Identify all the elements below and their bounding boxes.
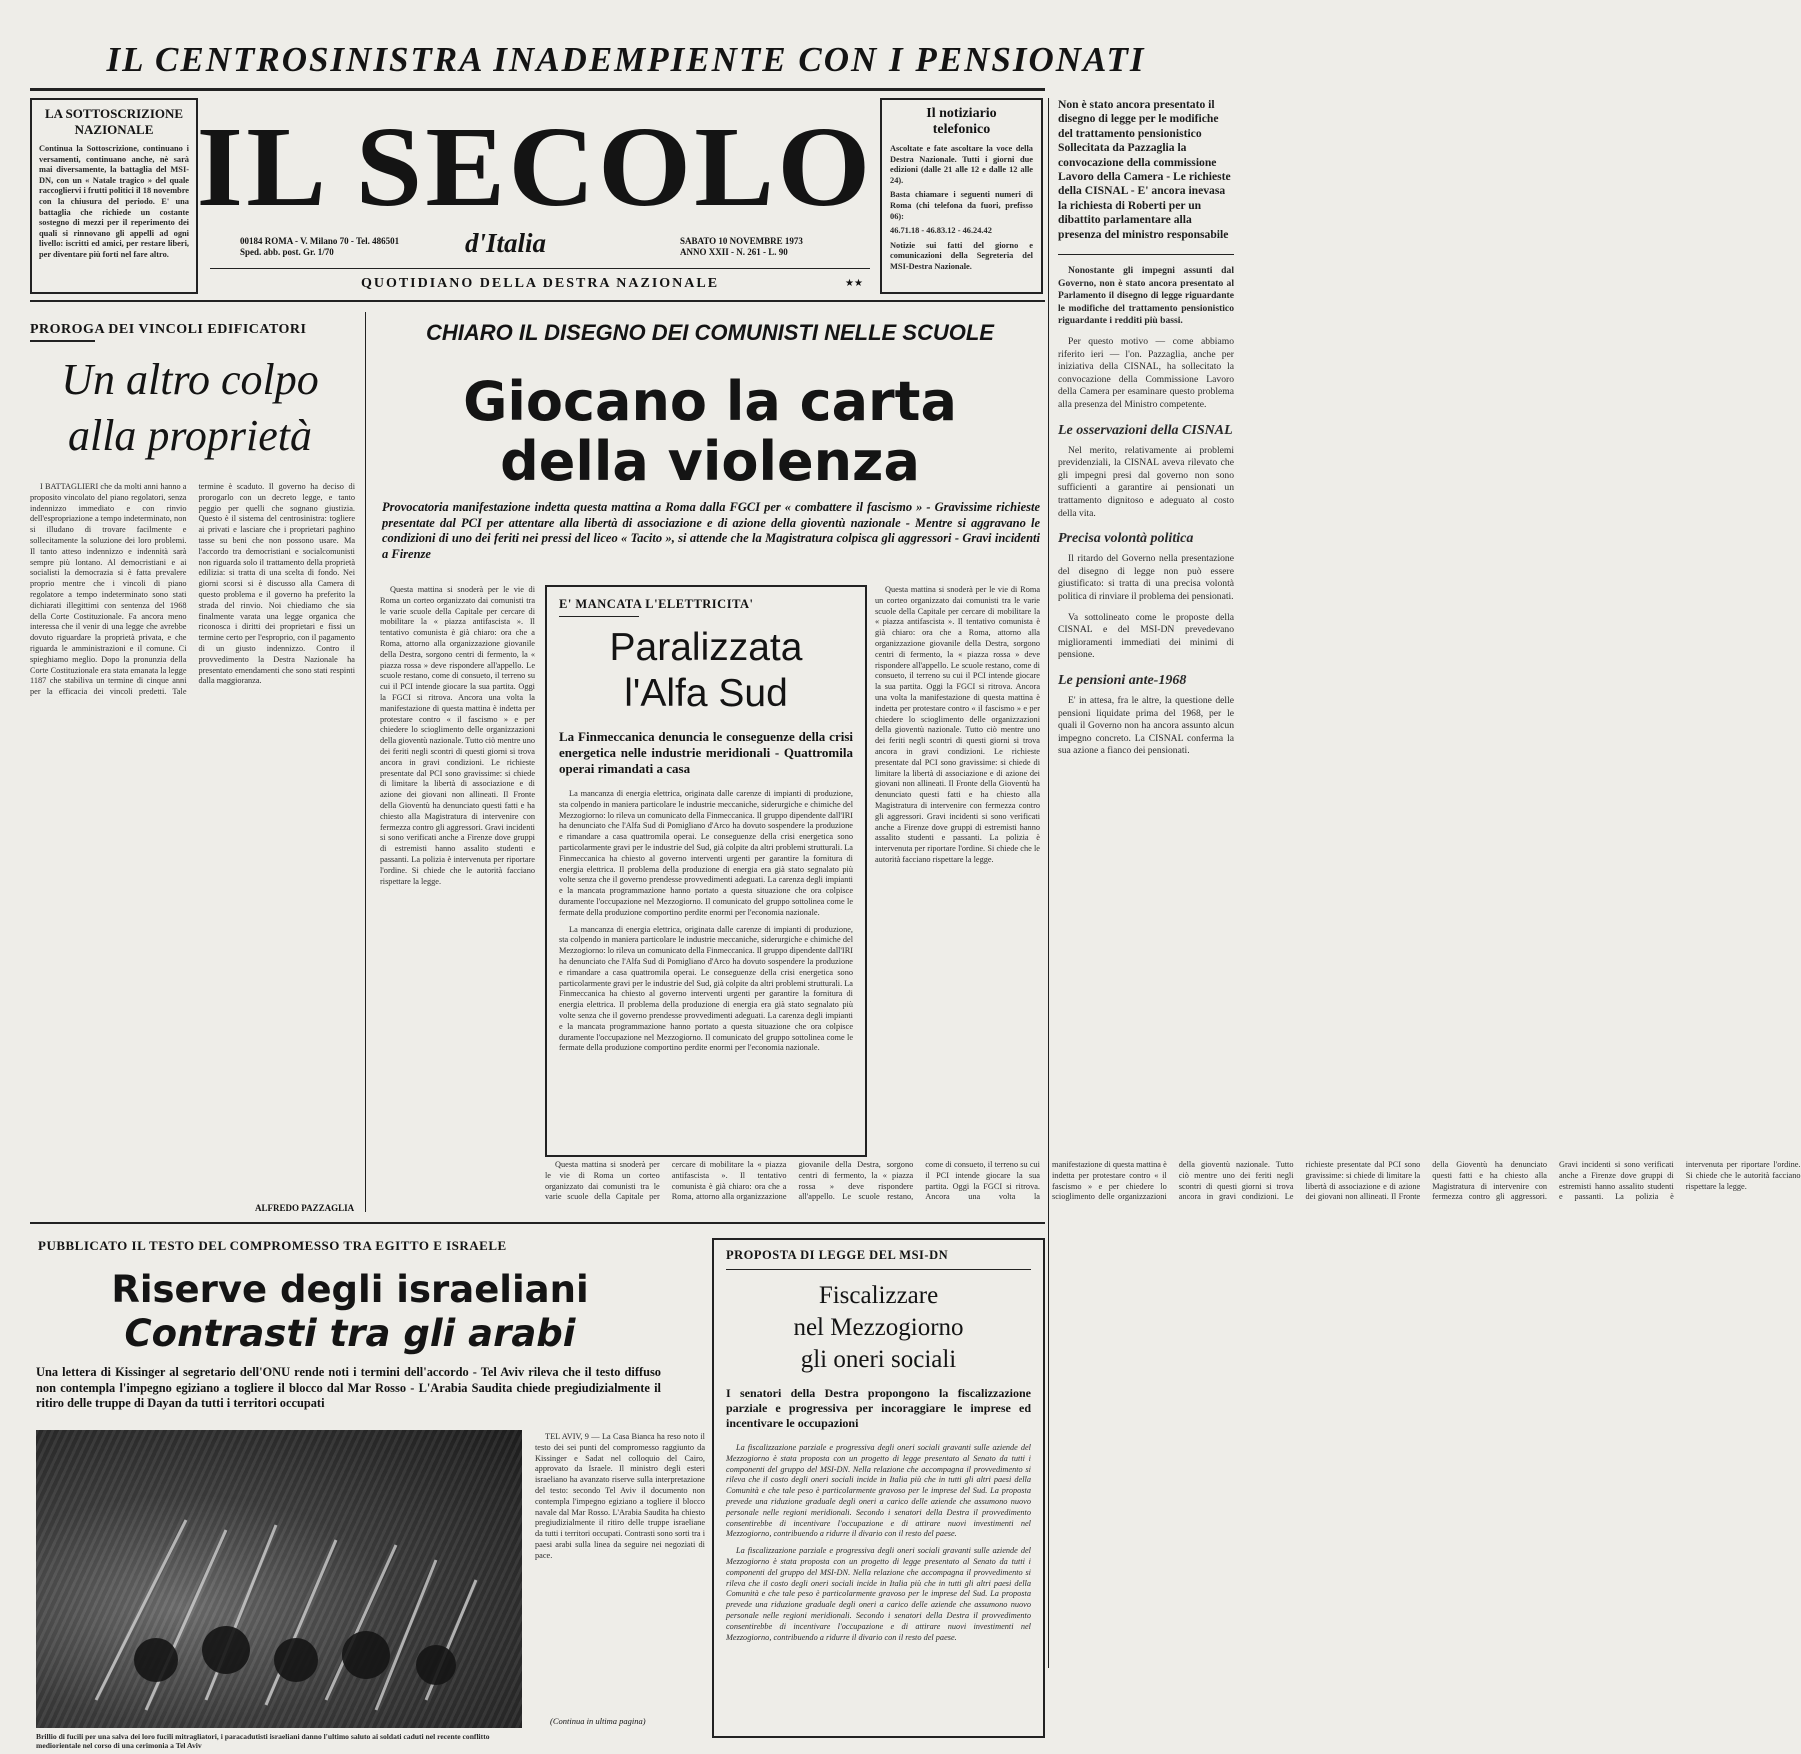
proroga-body-text: I BATTAGLIERI che da molti anni hanno a proposito vincolato del piano regolatori, senza indennizzo immediato e con rinvio dell'espropriazione a tempo indeterminato, non si illudano di trovare facilmente e sollecitamente la soluzione dei loro problemi. Il tanto atteso indennizzo e indennità sarà sempre più lontano. Al democristiani e ai socialisti la democrazia si è fatta prevalere proprio mentre che i vincoli di piano regolatore a tempo indeterminato sono stati dichiarati illegittimi con sentenza del 1968 della Corte Costituzionale. Fa ancora meno interessa che il venir di una legge che avrebbe dovuto riguardare la proprietà privata, e che riguarda le amministrazioni e il comune. Ci spieghiamo meglio. Dopo la pronunzia della Corte Costituzionale era stata emanata la legge 1187 che stabiliva un termine di cinque anni per la efficacia dei vincoli predetti. Tale termine è scaduto. Il governo ha deciso di prorogarlo con un decreto legge, e tanto peggio per quelli che sognano giustizia. Questo è il sistema del centrosinistra: togliere ai privati e lasciare che i proprietari paghino tasse su beni che non possono usare. Ma l'accordo tra democristiani e socialcomunisti non riguarda solo il trattamento della proprietà edilizia: si tratta di una scelta di fondo. Nei giorni scorsi si è discusso alla Camera di questo problema e il governo ha preferito la strada del rinvio. Noi chiediamo che sia finalmente varata una legge organica che riconosca i diritti dei proprietari e fissi un termine certo per l'esproprio, con il pagamento di un giusto indennizzo. Contro il provvedimento la Destra Nazionale ha presentato emendamenti che sono stati respinti dalla maggioranza. — [30, 482, 355, 697]
notiziario-title-2: telefonico — [932, 122, 991, 137]
pensionati-subhead: Le osservazioni della CISNAL — [1058, 422, 1233, 438]
masthead-address-line-1: 00184 ROMA - V. Milano 70 - Tel. 486501 — [240, 236, 400, 246]
scuole-subheadline: Provocatoria manifestazione indetta questa mattina a Roma dalla FGCI per « combattere il fascismo » - Gravissime richieste presentate dal PCI per attentare alla libertà di associazione e di azione della gioventù nazionale - Mentre si aggravano le condizioni di uno dei feriti nei pressi del liceo « Tacito », si attende che la Magistratura colpisca gli aggressori - Gravi incidenti a Firenze — [382, 500, 1040, 561]
mezzogiorno-headline-line-1: Fiscalizzare — [818, 1282, 939, 1309]
alfasud-body-text: La mancanza di energia elettrica, originata dalle carenze di impianti di produzione, sta colpendo in maniera particolare le industrie meccaniche, siderurgiche e chimiche del Mezzogiorno: lo rileva un comunicato della Finmeccanica. Il gruppo dipendente dall'IRI ha denunciato che l'Alfa Sud di Pomigliano d'Arco ha dovuto sospendere la produzione e rimandare a casa quattromila operai. Le conseguenze della crisi energetica sono particolarmente gravi per le industrie del Sud, già colpite da altri problemi strutturali. La Finmeccanica ha chiesto al governo interventi urgenti per garantire la fornitura di energia elettrica. Il problema della produzione di energia era già stato segnalato più volte senza che il governo prendesse provvedimenti adeguati. La carenza degli impianti e la mancata programmazione hanno portato a questa situazione che ora colpisce duramente l'occupazione nel Mezzogiorno. Il comunicato del gruppo sottolinea come le fermate della produzione comportino perdite enormi per l'economia nazionale. — [559, 789, 853, 917]
pensionati-subhead: Le pensioni ante-1968 — [1058, 672, 1187, 688]
proroga-byline: ALFREDO PAZZAGLIA — [255, 1203, 355, 1213]
scuole-headline-line-2: della violenza — [500, 430, 920, 493]
proroga-headline-line-2: alla proprietà — [67, 411, 313, 460]
egitto-headline — [30, 1268, 670, 1356]
pensionati-paragraph: Nel merito, relativamente ai problemi previdenziali, la CISNAL aveva rilevato che gli impegni presi dal governo non sono sufficienti a garantire ai pensionati un trattamento dignitoso e adeguato al costo della vita. — [1058, 444, 1234, 519]
proroga-body — [30, 482, 355, 1182]
sottoscrizione-title-2: NAZIONALE — [74, 122, 154, 137]
masthead-date — [680, 236, 855, 258]
egitto-body-text: TEL AVIV, 9 — La Casa Bianca ha reso noto il testo dei sei punti del compromesso raggiunto da Kissinger e Sadat nel colloquio del Cairo, approvato da Israele. Il ministro degli esteri israeliano ha avanzato riserve sulla interpretazione del testo: secondo Tel Aviv il documento non contempla l'impegno egiziano a togliere il blocco navale dal Mar Rosso. L'Arabia Saudita ha chiesto pregiudizialmente il ritiro delle truppe israeliane da tutti i territori occupati. Contrasti sono sorti tra i paesi arabi sulla linea da seguire nei negoziati di pace. — [535, 1432, 705, 1560]
scuole-headline-line-1: Giocano la carta — [463, 370, 957, 433]
notiziario-title: Il notiziario — [926, 106, 997, 121]
alfasud-body-text: La mancanza di energia elettrica, originata dalle carenze di impianti di produzione, sta colpendo in maniera particolare le industrie meccaniche, siderurgiche e chimiche del Mezzogiorno: lo rileva un comunicato della Finmeccanica. Il gruppo dipendente dall'IRI ha denunciato che l'Alfa Sud di Pomigliano d'Arco ha dovuto sospendere la produzione e rimandare a casa quattromila operai. Le conseguenze della crisi energetica sono particolarmente gravi per le industrie del Sud, già colpite da altri problemi strutturali. La Finmeccanica ha chiesto al governo interventi urgenti per garantire la fornitura di energia elettrica. Il problema della produzione di energia era già stato segnalato più volte senza che il governo prendesse provvedimenti adeguati. La carenza degli impianti e la mancata programmazione hanno portato a questa situazione che ora colpisce duramente l'occupazione nel Mezzogiorno. Il comunicato del gruppo sottolinea come le fermate della produzione comportino perdite enormi per l'economia nazionale. — [559, 924, 853, 1053]
egitto-photo — [36, 1430, 522, 1728]
mezzogiorno-subheadline: I senatori della Destra propongono la fiscalizzazione parziale e progressiva per incoraggiare le imprese ed incentivare le occupazioni — [726, 1386, 1031, 1430]
mezzogiorno-kicker: PROPOSTA DI LEGGE DEL MSI-DN — [726, 1248, 949, 1262]
mezzogiorno-headline-line-2: nel Mezzogiorno — [793, 1314, 964, 1341]
masthead-date-line-1: SABATO 10 NOVEMBRE 1973 — [680, 236, 803, 246]
sottoscrizione-body: Continua la Sottoscrizione, continuano i versamenti, continuano anche, nè sarà mai diversamente, la battaglia del MSI-DN, con un « Natale tragico » del quale raccogliervi i frutti politici il 18 novembre con la chiusura del periodo. E' una battaglia che richiede un costante sostegno di mezzi per il reperimento dei quali si rinnovano gli appelli ad ogni livello: iscritti ed amici, per restare liberi, per diventare più forti nel fare altro. — [39, 144, 189, 259]
pensionati-intro: Non è stato ancora presentato il disegno di legge per le modifiche del trattamento pensionistico Sollecitata da Pazzaglia la convocazione della commissione Lavoro della Camera - Le richieste della CISNAL - E' ancora inevasa la richiesta di Roberti per un dibattito parlamentare alla presenza del ministro responsabile — [1058, 98, 1231, 241]
scuole-body-bottom — [545, 1160, 1801, 1212]
scuole-kicker: CHIARO IL DISEGNO DEI COMUNISTI NELLE SCUOLE — [426, 320, 994, 345]
masthead-ditalia: d'Italia — [465, 228, 547, 258]
notiziario-body-1: Ascoltate e fate ascoltare la voce della Destra Nazionale. Tutti i giorni due edizioni (dalle 21 alle 12 e dalle 12 alle 24). — [890, 144, 1033, 185]
egitto-body — [535, 1432, 705, 1707]
soldiers-rifles-illustration — [36, 1430, 522, 1728]
sottoscrizione-title: LA SOTTOSCRIZIONE — [44, 106, 184, 121]
mezzogiorno-headline — [726, 1280, 1031, 1376]
mezzogiorno-kicker-rule — [726, 1269, 1031, 1270]
alfasud-body — [559, 789, 853, 1119]
mezzogiorno-headline-line-3: gli oneri sociali — [800, 1346, 957, 1373]
masthead-address — [240, 236, 440, 258]
mezzogiorno-body — [726, 1443, 1031, 1703]
notiziario-body-3: Notizie sui fatti del giorno e comunicazioni della Segreteria del MSI-Destra Nazionale. — [890, 240, 1033, 271]
pensionati-sidebar — [1058, 98, 1234, 1658]
masthead-subtitle: QUOTIDIANO DELLA DESTRA NAZIONALE — [360, 276, 720, 291]
alfasud-subheadline: La Finmeccanica denuncia le conseguenze della crisi energetica nelle industrie meridionali - Quattromila operai rimandati a casa — [559, 729, 853, 776]
masthead-bottom-rule — [30, 300, 1045, 302]
alfasud-kicker-rule — [559, 616, 639, 617]
alfasud-kicker: E' MANCATA L'ELETTRICITA' — [559, 597, 754, 611]
scuole-headline — [375, 372, 1045, 492]
alfasud-headline-line-2: l'Alfa Sud — [624, 672, 788, 715]
alfasud-headline — [559, 625, 853, 717]
masthead-address-line-2: Sped. abb. post. Gr. 1/70 — [240, 247, 334, 257]
lower-section-rule — [30, 1222, 1045, 1224]
notiziario-box — [880, 98, 1043, 294]
sidebar-divider — [1048, 98, 1049, 1668]
mezzogiorno-body-text: La fiscalizzazione parziale e progressiva degli oneri sociali gravanti sulle aziende del Mezzogiorno è stata proposta con un progetto di legge presentato al Senato da tutti i componenti del gruppo del MSI-DN. Nella relazione che accompagna il provvedimento si rileva che il costo degli oneri sociali incide in Italia più che in tutti gli altri paesi della Comunità e che tale peso è particolarmente gravoso per le imprese del Sud. La proposta prevede una riduzione graduale degli oneri a carico delle aziende che assumono nuovo personale nelle regioni meridionali. Secondo i senatori della Destra il provvedimento consentirebbe di incentivare l'occupazione e di attirare nuovi investimenti nel Mezzogiorno, contribuendo a ridurre il divario con il resto del paese. — [726, 1443, 1031, 1539]
proroga-kicker: PROROGA DEI VINCOLI EDIFICATORI — [30, 322, 307, 337]
proroga-headline-line-1: Un altro colpo — [61, 355, 319, 404]
egitto-continuation: (Continua in ultima pagina) — [550, 1716, 646, 1726]
masthead-title: IL SECOLO — [196, 103, 874, 230]
scuole-body-right — [875, 585, 1040, 1160]
notiziario-numbers: 46.71.18 - 46.83.12 - 46.24.42 — [890, 226, 992, 236]
notiziario-body-2: Basta chiamare i seguenti numeri di Roma (chi telefona da fuori, prefisso 06): — [890, 190, 1033, 221]
proroga-kicker-rule — [30, 340, 95, 342]
scuole-body-text: Questa mattina si snoderà per le vie di Roma un corteo organizzato dai comunisti tra le varie scuole della Capitale per cercare di mobilitare la « piazza antifascista ». Il tentativo comunista è già chiaro: ora che a Roma, attorno alla organizzazione giovanile della Destra, sorgono centri di fermento, la « piazza rossa » deve rispondere all'appello. Le scuole restano, come di consueto, il terreno su cui il PCI intende giocare la sua partita. Oggi la FGCI si ritrova. Ancora una volta la manifestazione di questa mattina è indetta per protestare contro « il fascismo » e per chiedere lo scioglimento delle organizzazioni della gioventù nazionale. Tutto ciò mentre uno dei feriti negli scontri di questi giorni si trova ancora in gravi condizioni. Le richieste presentate dal PCI sono gravissime: si chiede di limitare la libertà di associazione e di azione dei giovani non allineati. Il Fronte della Gioventù ha denunciato questi fatti e ha chiesto alla Magistratura di intervenire con fermezza contro gli aggressori. Gravi incidenti si sono verificati anche a Firenze dove gruppi di estremisti hanno assalito studenti e passanti. La polizia è intervenuta per riportare l'ordine. Si chiede che le autorità facciano rispettare la legge. — [380, 585, 535, 886]
alfasud-headline-line-1: Paralizzata — [609, 626, 803, 669]
egitto-kicker: PUBBLICATO IL TESTO DEL COMPROMESSO TRA EGITTO E ISRAELE — [38, 1238, 507, 1253]
egitto-subheadline: Una lettera di Kissinger al segretario dell'ONU rende noti i termini dell'accordo - Tel Aviv rileva che il testo diffuso non contempla l'impegno egiziano a togliere il blocco dal Mar Rosso - L'Arabia Saudita chiede pregiudizialmente il ritiro delle truppe di Dayan da tutti i territori occupati — [36, 1365, 661, 1410]
masthead-date-line-2: ANNO XXII - N. 261 - L. 90 — [680, 247, 788, 257]
pensionati-subhead: Precisa volontà politica — [1058, 531, 1194, 547]
scuole-body-text: Questa mattina si snoderà per le vie di Roma un corteo organizzato dai comunisti tra le varie scuole della Capitale per cercare di mobilitare la « piazza antifascista ». Il tentativo comunista è già chiaro: ora che a Roma, attorno alla organizzazione giovanile della Destra, sorgono centri di fermento, la « piazza rossa » deve rispondere all'appello. Le scuole restano, come di consueto, il terreno su cui il PCI intende giocare la sua partita. Oggi la FGCI si ritrova. Ancora una volta la manifestazione di questa mattina è indetta per protestare contro « il fascismo » e per chiedere lo scioglimento delle organizzazioni della gioventù nazionale. Tutto ciò mentre uno dei feriti negli scontri di questi giorni si trova ancora in gravi condizioni. Le richieste presentate dal PCI sono gravissime: si chiede di limitare la libertà di associazione e di azione dei giovani non allineati. Il Fronte della Gioventù ha denunciato questi fatti e ha chiesto alla Magistratura di intervenire con fermezza contro gli aggressori. Gravi incidenti si sono verificati anche a Firenze dove gruppi di estremisti hanno assalito studenti e passanti. La polizia è intervenuta per riportare l'ordine. Si chiede che le autorità facciano rispettare la legge. — [875, 585, 1040, 864]
pensionati-paragraph: Nonostante gli impegni assunti dal Governo, non è stato ancora presentato al Parlamento il disegno di legge riguardante le modifiche del trattamento pensionistico riguardante i redditi più bassi. — [1058, 265, 1234, 327]
sottoscrizione-box — [30, 98, 198, 294]
proroga-headline — [30, 352, 350, 464]
scuole-body-text: Questa mattina si snoderà per le vie di Roma un corteo organizzato dai comunisti tra le varie scuole della Capitale per cercare di mobilitare la « piazza antifascista ». Il tentativo comunista è già chiaro: ora che a Roma, attorno alla organizzazione giovanile della Destra, sorgono centri di fermento, la « piazza rossa » deve rispondere all'appello. Le scuole restano, come di consueto, il terreno su cui il PCI intende giocare la sua partita. Oggi la FGCI si ritrova. Ancora una volta la manifestazione di questa mattina è indetta per protestare contro « il fascismo » e per chiedere lo scioglimento delle organizzazioni della gioventù nazionale. Tutto ciò mentre uno dei feriti negli scontri di questi giorni si trova ancora in gravi condizioni. Le richieste presentate dal PCI sono gravissime: si chiede di limitare la libertà di associazione e di azione dei giovani non allineati. Il Fronte della Gioventù ha denunciato questi fatti e ha chiesto alla Magistratura di intervenire con fermezza contro gli aggressori. Gravi incidenti si sono verificati anche a Firenze dove gruppi di estremisti hanno assalito studenti e passanti. La polizia è intervenuta per riportare l'ordine. Si chiede che le autorità facciano rispettare la legge. — [545, 1160, 1801, 1202]
alfasud-box — [545, 585, 867, 1157]
scuole-body-left — [380, 585, 535, 1160]
banner-rule — [30, 88, 1045, 91]
pensionati-paragraph: E' in attesa, fra le altre, la questione delle pensioni liquidate prima del 1968, per le quali il Governo non ha ancora assunto alcun impegno concreto. La CISNAL conferma la sua azione a fianco dei pensionati. — [1058, 694, 1234, 757]
left-column-divider — [365, 312, 366, 1212]
egitto-photo-caption: Brillio di fucili per una salva dei loro fucili mitragliatori, i paracadutisti israeliani danno l'ultimo saluto ai soldati caduti nel recente conflitto mediorientale nel corso di una cerimonia a Tel Aviv — [36, 1732, 490, 1750]
egitto-headline-line-2: Contrasti tra gli arabi — [124, 1312, 576, 1355]
egitto-headline-line-1: Riserve degli israeliani — [111, 1268, 589, 1311]
masthead-stars: ★★ — [845, 278, 863, 289]
pensionati-paragraph: Il ritardo del Governo nella presentazione del disegno di legge non può essere giustificato: si tratta di una precisa volontà politica di rinviare il problema dei pensionati. — [1058, 553, 1234, 602]
masthead-rule — [210, 268, 870, 269]
mezzogiorno-body-text: La fiscalizzazione parziale e progressiva degli oneri sociali gravanti sulle aziende del Mezzogiorno è stata proposta con un progetto di legge presentato al Senato da tutti i componenti del gruppo del MSI-DN. Nella relazione che accompagna il provvedimento si rileva che il costo degli oneri sociali incide in Italia più che in tutti gli altri paesi della Comunità e che tale peso è particolarmente gravoso per le imprese del Sud. La proposta prevede una riduzione graduale degli oneri a carico delle aziende che assumono nuovo personale nelle regioni meridionali. Secondo i senatori della Destra il provvedimento consentirebbe di incentivare l'occupazione e di attirare nuovi investimenti nel Mezzogiorno, contribuendo a ridurre il divario con il resto del paese. — [726, 1546, 1031, 1642]
pensionati-intro-rule — [1058, 254, 1234, 255]
pensionati-paragraph: Va sottolineato come le proposte della CISNAL e del MSI-DN prevedevano miglioramenti immediati dei minimi di pensione. — [1058, 611, 1234, 661]
pensionati-paragraph: Per questo motivo — come abbiamo riferito ieri — l'on. Pazzaglia, anche per iniziativa della CISNAL, ha sollecitato la convocazione della Commissione Lavoro della Camera per esaminare questo problema alla presenza del Ministro competente. — [1058, 336, 1234, 410]
banner-headline: IL CENTROSINISTRA INADEMPIENTE CON I PENSIONATI — [106, 40, 1146, 79]
mezzogiorno-box — [712, 1238, 1045, 1738]
